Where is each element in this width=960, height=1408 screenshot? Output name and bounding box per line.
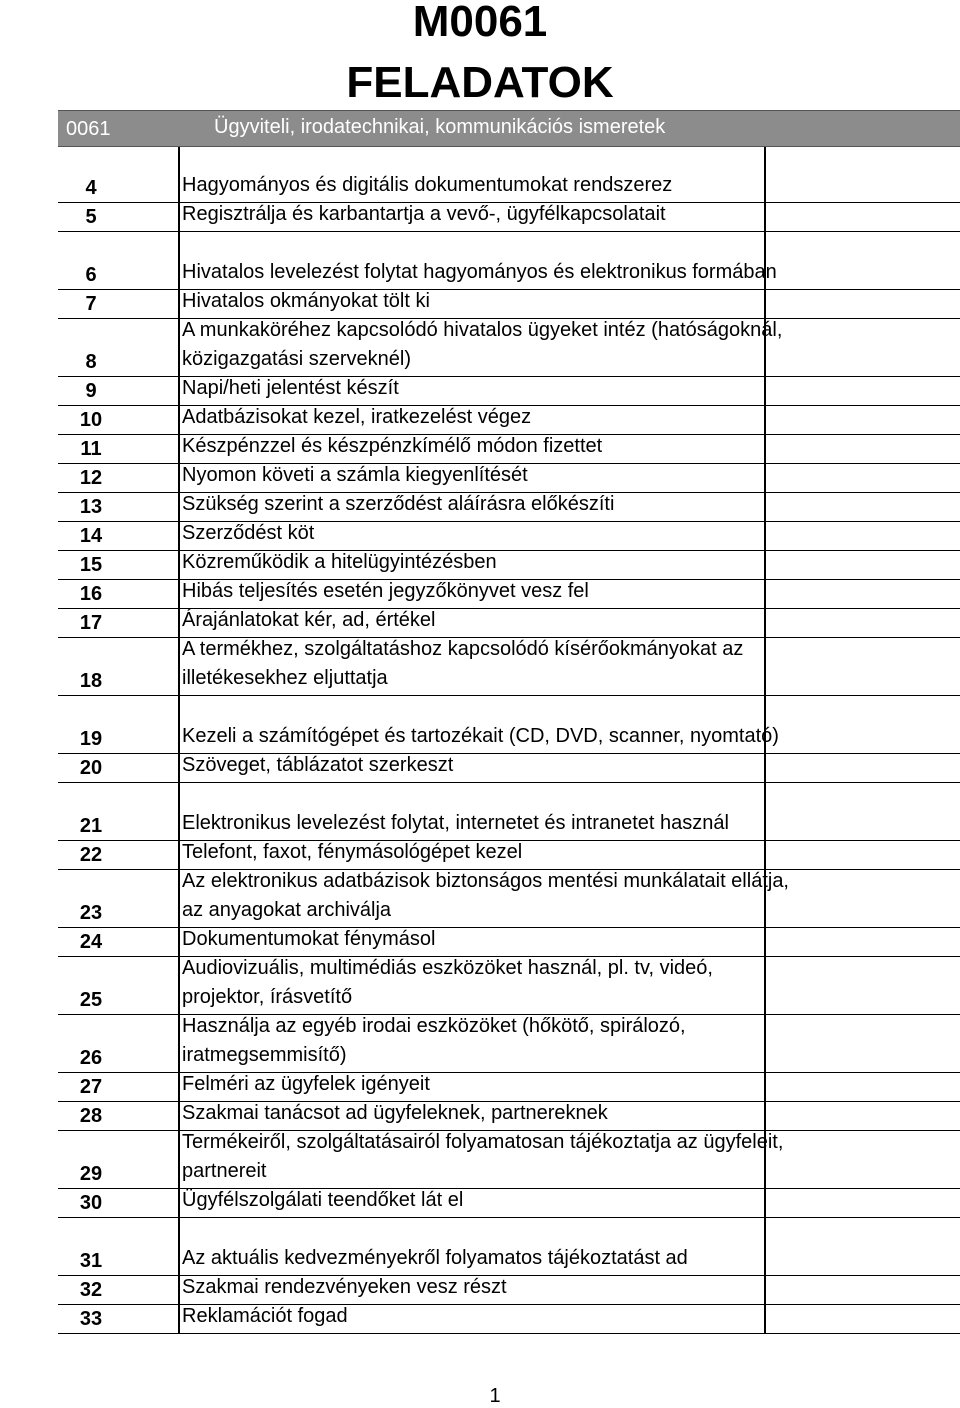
task-description: Audiovizuális, multimédiás eszközöket használ, pl. tv, videó, projektor, írásvetítő <box>182 957 713 1008</box>
table-row <box>58 754 960 783</box>
table-row <box>58 203 960 232</box>
task-number: 33 <box>79 1308 103 1330</box>
table-row <box>58 957 960 1015</box>
table-row <box>58 1102 960 1131</box>
task-number: 12 <box>79 467 103 489</box>
task-number: 27 <box>79 1076 103 1098</box>
table-row <box>58 609 960 638</box>
task-number: 23 <box>79 902 103 924</box>
task-number: 11 <box>80 438 102 460</box>
task-number: 16 <box>79 583 103 605</box>
task-number: 30 <box>79 1192 103 1214</box>
task-rows <box>58 174 960 1334</box>
table-row <box>58 435 960 464</box>
task-number: 28 <box>79 1105 103 1127</box>
document-code: M0061 <box>412 0 548 46</box>
task-number: 29 <box>79 1163 103 1185</box>
task-number: 19 <box>79 728 103 750</box>
task-number: 5 <box>85 206 97 228</box>
task-description: Nyomon követi a számla kiegyenlítését <box>182 464 528 486</box>
task-description: Elektronikus levelezést folytat, internetet és intranetet használ <box>182 812 729 834</box>
table-row <box>58 1276 960 1305</box>
task-description: Kezeli a számítógépet és tartozékait (CD, DVD, scanner, nyomtató) <box>182 725 779 747</box>
table-row <box>58 319 960 377</box>
task-number: 32 <box>79 1279 103 1301</box>
task-description: Ügyfélszolgálati teendőket lát el <box>182 1189 464 1211</box>
module-title: Ügyviteli, irodatechnikai, kommunikációs ismeretek <box>214 116 666 138</box>
module-code: 0061 <box>66 118 111 140</box>
table-row <box>58 1305 960 1334</box>
table-row <box>58 870 960 928</box>
table-row <box>58 1073 960 1102</box>
task-number: 24 <box>79 931 103 953</box>
task-description: A termékhez, szolgáltatáshoz kapcsolódó kísérőokmányokat az illetékesekhez eljuttatja <box>182 638 744 689</box>
task-description: A munkaköréhez kapcsolódó hivatalos ügyeket intéz (hatóságoknál, közigazgatási szerveknél) <box>182 319 783 370</box>
task-description: Felméri az ügyfelek igényeit <box>182 1073 430 1095</box>
task-description: Termékeiről, szolgáltatásairól folyamatosan tájékoztatja az ügyfeleit, partnereit <box>182 1131 784 1182</box>
task-number: 14 <box>79 525 103 547</box>
table-row <box>58 1131 960 1189</box>
task-number: 31 <box>79 1250 103 1272</box>
task-description: Árajánlatokat kér, ad, értékel <box>182 609 436 631</box>
task-description: Szükség szerint a szerződést aláírásra előkészíti <box>182 493 615 515</box>
task-description: Hibás teljesítés esetén jegyzőkönyvet vesz fel <box>182 580 589 602</box>
task-description: Szakmai rendezvényeken vesz részt <box>182 1276 507 1298</box>
task-description: Készpénzzel és készpénzkímélő módon fizettet <box>182 435 603 457</box>
document-heading: FELADATOK <box>346 58 614 107</box>
task-number: 22 <box>79 844 103 866</box>
task-description: Az aktuális kedvezményekről folyamatos tájékoztatást ad <box>182 1247 688 1269</box>
task-description: Hivatalos okmányokat tölt ki <box>182 290 430 312</box>
task-description: Az elektronikus adatbázisok biztonságos mentési munkálatait ellátja, az anyagokat archiválja <box>182 870 789 921</box>
task-description: Használja az egyéb irodai eszközöket (hőkötő, spirálozó, iratmegsemmisítő) <box>182 1015 686 1066</box>
task-number: 18 <box>79 670 103 692</box>
task-number: 10 <box>79 409 103 431</box>
table-row <box>58 406 960 435</box>
task-number: 8 <box>85 351 97 373</box>
task-description: Regisztrálja és karbantartja a vevő-, ügyfélkapcsolatait <box>182 203 666 225</box>
table-row <box>58 1015 960 1073</box>
task-description: Adatbázisokat kezel, iratkezelést végez <box>182 406 532 428</box>
table-row <box>58 522 960 551</box>
task-number: 15 <box>79 554 103 576</box>
table-row <box>58 290 960 319</box>
page-number: 1 <box>489 1385 501 1407</box>
table-row <box>58 841 960 870</box>
table-row <box>58 783 960 841</box>
task-description: Hivatalos levelezést folytat hagyományos és elektronikus formában <box>182 261 777 283</box>
table-row <box>58 232 960 290</box>
task-number: 20 <box>79 757 103 779</box>
task-table <box>58 147 960 1333</box>
task-number: 26 <box>79 1047 103 1069</box>
table-row <box>58 377 960 406</box>
task-description: Hagyományos és digitális dokumentumokat rendszerez <box>182 174 673 196</box>
table-row <box>58 464 960 493</box>
table-row <box>58 174 960 203</box>
task-description: Reklamációt fogad <box>182 1305 348 1327</box>
task-number: 9 <box>85 380 97 402</box>
task-description: Szerződést köt <box>182 522 315 544</box>
task-description: Szöveget, táblázatot szerkeszt <box>182 754 454 776</box>
task-number: 17 <box>79 612 103 634</box>
table-row <box>58 638 960 696</box>
table-row <box>58 1218 960 1276</box>
table-row <box>58 696 960 754</box>
task-description: Dokumentumokat fénymásol <box>182 928 436 950</box>
table-row <box>58 1189 960 1218</box>
task-number: 13 <box>79 496 103 518</box>
task-number: 25 <box>79 989 103 1011</box>
table-row <box>58 551 960 580</box>
table-row <box>58 580 960 609</box>
task-number: 21 <box>79 815 103 837</box>
task-number: 4 <box>85 177 97 199</box>
task-number: 7 <box>85 293 97 315</box>
table-row <box>58 493 960 522</box>
task-description: Közreműködik a hitelügyintézésben <box>182 551 497 573</box>
task-description: Telefont, faxot, fénymásológépet kezel <box>182 841 523 863</box>
task-description: Szakmai tanácsot ad ügyfeleknek, partnereknek <box>182 1102 608 1124</box>
table-row <box>58 928 960 957</box>
task-number: 6 <box>85 264 97 286</box>
task-description: Napi/heti jelentést készít <box>182 377 399 399</box>
module-band <box>58 110 960 147</box>
